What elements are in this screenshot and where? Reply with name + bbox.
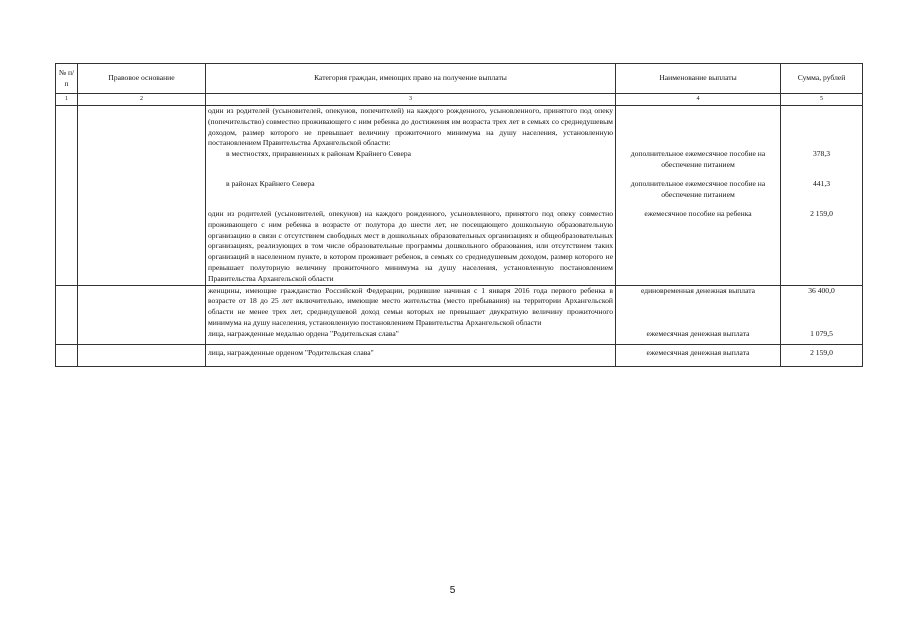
basis-cell xyxy=(78,106,206,150)
column-number-row xyxy=(56,94,863,106)
payments-table xyxy=(55,63,863,367)
num-cell xyxy=(56,179,78,209)
sum-cell xyxy=(781,106,863,150)
column-number: 5 xyxy=(781,94,863,106)
sum-cell: 36 400,0 xyxy=(781,285,863,329)
payment-name-cell: единовременная денежная выплата xyxy=(616,285,781,329)
payment-name-cell xyxy=(616,106,781,150)
sum-cell: 441,3 xyxy=(781,179,863,209)
table-row xyxy=(56,329,863,345)
num-cell xyxy=(56,209,78,285)
num-cell xyxy=(56,149,78,179)
table-row xyxy=(56,209,863,285)
table-row xyxy=(56,285,863,329)
num-cell xyxy=(56,285,78,329)
column-number: 4 xyxy=(616,94,781,106)
payment-name-cell: ежемесячная денежная выплата xyxy=(616,345,781,367)
category-cell: женщины, имеющие гражданство Российской Федерации, родившие начиная с 1 января 2016 года первого ребенка в возрасте от 18 до 25 лет включительно, имеющие место жительства (место пребывания) на территории Архангельской области не менее трех лет, среднедушевой доход семьи которых не превышает двукратную величину прожиточного минимума на душу населения, установленную постановлением Правительства Архангельской области xyxy=(206,285,616,329)
column-number: 1 xyxy=(56,94,78,106)
table-row xyxy=(56,106,863,150)
column-number: 2 xyxy=(78,94,206,106)
header-sum: Сумма, рублей xyxy=(781,64,863,94)
payment-name-cell: дополнительное ежемесячное пособие на обеспечение питанием xyxy=(616,179,781,209)
category-cell: лица, награжденные медалью ордена "Родительская слава" xyxy=(206,329,616,345)
basis-cell xyxy=(78,345,206,367)
category-cell: один из родителей (усыновителей, опекунов, попечителей) на каждого рожденного, усыновленного, принятого под опеку (попечительство) совместно проживающего с ним ребенка до достижения им возраста трех лет в семьях со среднедушевым доходом, размер которого не превышает величину прожиточного минимума на душу населения, установленную постановлением Правительства Архангельской области: xyxy=(206,106,616,150)
payment-name-cell: дополнительное ежемесячное пособие на обеспечение питанием xyxy=(616,149,781,179)
basis-cell xyxy=(78,179,206,209)
basis-cell xyxy=(78,285,206,329)
payment-name-cell: ежемесячное пособие на ребенка xyxy=(616,209,781,285)
sum-cell: 2 159,0 xyxy=(781,209,863,285)
payment-name-cell: ежемесячная денежная выплата xyxy=(616,329,781,345)
table-row xyxy=(56,149,863,179)
category-cell: в районах Крайнего Севера xyxy=(206,179,616,209)
table-row xyxy=(56,345,863,367)
basis-cell xyxy=(78,329,206,345)
num-cell xyxy=(56,106,78,150)
num-cell xyxy=(56,345,78,367)
header-category: Категория граждан, имеющих право на получение выплаты xyxy=(206,64,616,94)
sum-cell: 378,3 xyxy=(781,149,863,179)
header-basis: Правовое основание xyxy=(78,64,206,94)
page-number: 5 xyxy=(449,585,456,596)
sum-cell: 1 079,5 xyxy=(781,329,863,345)
table-header-row xyxy=(56,64,863,94)
header-name: Наименование выплаты xyxy=(616,64,781,94)
table-row xyxy=(56,179,863,209)
sum-cell: 2 159,0 xyxy=(781,345,863,367)
column-number: 3 xyxy=(206,94,616,106)
category-cell: в местностях, приравненных к районам Крайнего Севера xyxy=(206,149,616,179)
category-cell: лица, награжденные орденом "Родительская слава" xyxy=(206,345,616,367)
basis-cell xyxy=(78,149,206,179)
basis-cell xyxy=(78,209,206,285)
category-cell: один из родителей (усыновителей, опекунов) на каждого рожденного, усыновленного, принятого под опеку совместно проживающего с ним ребенка в возрасте от полутора до шести лет, не посещающего дошкольную образовательную организацию в связи с отсутствием свободных мест в дошкольных образовательных организациях и общеобразовательных организациях, реализующих в том числе образовательные программы дошкольного образования, или отсутствием таких организаций в населенном пункте, в котором проживает ребенок, в семьях со среднедушевым доходом, размер которого не превышает полуторную величину прожиточного минимума на душу населения, установленную постановлением Правительства Архангельской области xyxy=(206,209,616,285)
header-num: № п/п xyxy=(56,64,78,94)
num-cell xyxy=(56,329,78,345)
